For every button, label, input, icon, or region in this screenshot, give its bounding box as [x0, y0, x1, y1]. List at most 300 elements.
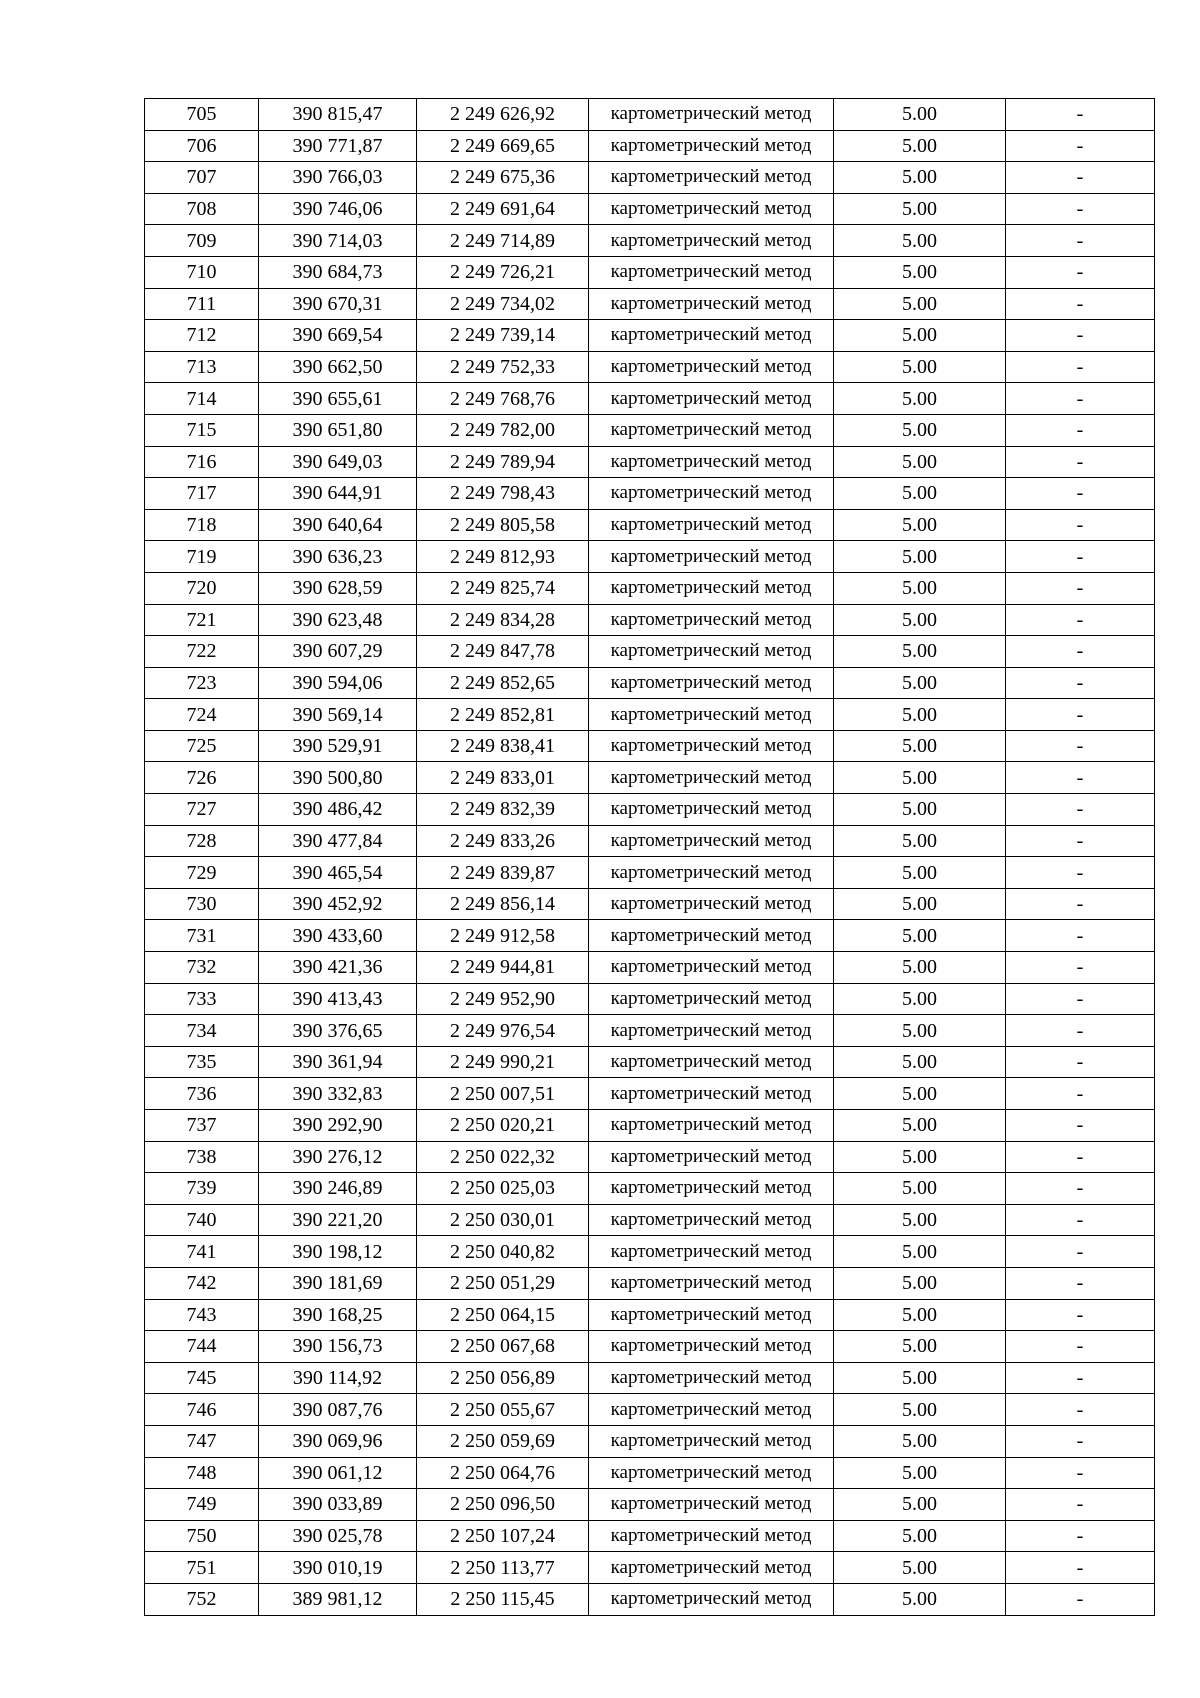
y-coordinate-cell: 2 250 022,32	[417, 1141, 589, 1173]
accuracy-cell: 5.00	[834, 794, 1006, 826]
table-row	[145, 572, 1155, 604]
x-coordinate-cell: 390 276,12	[259, 1141, 417, 1173]
x-coordinate-cell: 390 246,89	[259, 1173, 417, 1205]
point-number-cell: 745	[145, 1362, 259, 1394]
y-coordinate-cell: 2 250 055,67	[417, 1394, 589, 1426]
note-cell: -	[1006, 99, 1155, 131]
x-coordinate-cell: 390 033,89	[259, 1489, 417, 1521]
method-cell: картометрический метод	[589, 730, 834, 762]
x-coordinate-cell: 390 221,20	[259, 1204, 417, 1236]
point-number-cell: 711	[145, 288, 259, 320]
accuracy-cell: 5.00	[834, 162, 1006, 194]
method-cell: картометрический метод	[589, 1046, 834, 1078]
method-cell: картометрический метод	[589, 1394, 834, 1426]
note-cell: -	[1006, 1394, 1155, 1426]
method-cell: картометрический метод	[589, 1362, 834, 1394]
note-cell: -	[1006, 699, 1155, 731]
note-cell: -	[1006, 351, 1155, 383]
table-row	[145, 667, 1155, 699]
method-cell: картометрический метод	[589, 667, 834, 699]
method-cell: картометрический метод	[589, 888, 834, 920]
table-row	[145, 509, 1155, 541]
table-row	[145, 1078, 1155, 1110]
point-number-cell: 723	[145, 667, 259, 699]
point-number-cell: 706	[145, 130, 259, 162]
table-row	[145, 256, 1155, 288]
method-cell: картометрический метод	[589, 794, 834, 826]
accuracy-cell: 5.00	[834, 509, 1006, 541]
x-coordinate-cell: 390 644,91	[259, 478, 417, 510]
method-cell: картометрический метод	[589, 762, 834, 794]
y-coordinate-cell: 2 249 912,58	[417, 920, 589, 952]
table-row	[145, 1015, 1155, 1047]
method-cell: картометрический метод	[589, 99, 834, 131]
method-cell: картометрический метод	[589, 1457, 834, 1489]
point-number-cell: 737	[145, 1110, 259, 1142]
accuracy-cell: 5.00	[834, 193, 1006, 225]
accuracy-cell: 5.00	[834, 1331, 1006, 1363]
accuracy-cell: 5.00	[834, 383, 1006, 415]
note-cell: -	[1006, 604, 1155, 636]
accuracy-cell: 5.00	[834, 478, 1006, 510]
accuracy-cell: 5.00	[834, 699, 1006, 731]
accuracy-cell: 5.00	[834, 920, 1006, 952]
note-cell: -	[1006, 288, 1155, 320]
note-cell: -	[1006, 1267, 1155, 1299]
point-number-cell: 749	[145, 1489, 259, 1521]
table-row	[145, 1110, 1155, 1142]
accuracy-cell: 5.00	[834, 1520, 1006, 1552]
note-cell: -	[1006, 1457, 1155, 1489]
method-cell: картометрический метод	[589, 636, 834, 668]
point-number-cell: 724	[145, 699, 259, 731]
table-row	[145, 383, 1155, 415]
point-number-cell: 734	[145, 1015, 259, 1047]
point-number-cell: 736	[145, 1078, 259, 1110]
y-coordinate-cell: 2 250 025,03	[417, 1173, 589, 1205]
y-coordinate-cell: 2 249 852,81	[417, 699, 589, 731]
x-coordinate-cell: 390 198,12	[259, 1236, 417, 1268]
note-cell: -	[1006, 667, 1155, 699]
y-coordinate-cell: 2 249 805,58	[417, 509, 589, 541]
point-number-cell: 746	[145, 1394, 259, 1426]
note-cell: -	[1006, 383, 1155, 415]
point-number-cell: 751	[145, 1552, 259, 1584]
table-row	[145, 1362, 1155, 1394]
note-cell: -	[1006, 920, 1155, 952]
x-coordinate-cell: 390 069,96	[259, 1425, 417, 1457]
table-row	[145, 162, 1155, 194]
point-number-cell: 725	[145, 730, 259, 762]
point-number-cell: 739	[145, 1173, 259, 1205]
note-cell: -	[1006, 130, 1155, 162]
y-coordinate-cell: 2 250 067,68	[417, 1331, 589, 1363]
note-cell: -	[1006, 1583, 1155, 1615]
note-cell: -	[1006, 1331, 1155, 1363]
method-cell: картометрический метод	[589, 130, 834, 162]
accuracy-cell: 5.00	[834, 667, 1006, 699]
point-number-cell: 722	[145, 636, 259, 668]
point-number-cell: 726	[145, 762, 259, 794]
y-coordinate-cell: 2 249 789,94	[417, 446, 589, 478]
accuracy-cell: 5.00	[834, 1267, 1006, 1299]
x-coordinate-cell: 390 433,60	[259, 920, 417, 952]
y-coordinate-cell: 2 249 714,89	[417, 225, 589, 257]
accuracy-cell: 5.00	[834, 1425, 1006, 1457]
accuracy-cell: 5.00	[834, 320, 1006, 352]
x-coordinate-cell: 390 061,12	[259, 1457, 417, 1489]
accuracy-cell: 5.00	[834, 825, 1006, 857]
table-row	[145, 825, 1155, 857]
y-coordinate-cell: 2 250 064,76	[417, 1457, 589, 1489]
x-coordinate-cell: 390 413,43	[259, 983, 417, 1015]
table-row	[145, 699, 1155, 731]
coordinates-table	[144, 98, 1155, 1616]
y-coordinate-cell: 2 250 113,77	[417, 1552, 589, 1584]
x-coordinate-cell: 390 766,03	[259, 162, 417, 194]
point-number-cell: 729	[145, 857, 259, 889]
note-cell: -	[1006, 1015, 1155, 1047]
method-cell: картометрический метод	[589, 825, 834, 857]
y-coordinate-cell: 2 250 059,69	[417, 1425, 589, 1457]
accuracy-cell: 5.00	[834, 730, 1006, 762]
x-coordinate-cell: 390 746,06	[259, 193, 417, 225]
x-coordinate-cell: 390 662,50	[259, 351, 417, 383]
y-coordinate-cell: 2 249 626,92	[417, 99, 589, 131]
method-cell: картометрический метод	[589, 414, 834, 446]
x-coordinate-cell: 390 477,84	[259, 825, 417, 857]
y-coordinate-cell: 2 250 107,24	[417, 1520, 589, 1552]
y-coordinate-cell: 2 249 944,81	[417, 952, 589, 984]
accuracy-cell: 5.00	[834, 1457, 1006, 1489]
point-number-cell: 747	[145, 1425, 259, 1457]
note-cell: -	[1006, 1299, 1155, 1331]
table-row	[145, 1583, 1155, 1615]
table-row	[145, 1299, 1155, 1331]
method-cell: картометрический метод	[589, 952, 834, 984]
y-coordinate-cell: 2 249 782,00	[417, 414, 589, 446]
method-cell: картометрический метод	[589, 699, 834, 731]
y-coordinate-cell: 2 249 752,33	[417, 351, 589, 383]
y-coordinate-cell: 2 250 064,15	[417, 1299, 589, 1331]
x-coordinate-cell: 390 452,92	[259, 888, 417, 920]
x-coordinate-cell: 389 981,12	[259, 1583, 417, 1615]
table-row	[145, 1141, 1155, 1173]
note-cell: -	[1006, 1489, 1155, 1521]
accuracy-cell: 5.00	[834, 636, 1006, 668]
note-cell: -	[1006, 541, 1155, 573]
note-cell: -	[1006, 1141, 1155, 1173]
accuracy-cell: 5.00	[834, 351, 1006, 383]
table-row	[145, 478, 1155, 510]
method-cell: картометрический метод	[589, 509, 834, 541]
x-coordinate-cell: 390 025,78	[259, 1520, 417, 1552]
table-row	[145, 446, 1155, 478]
table-row	[145, 99, 1155, 131]
note-cell: -	[1006, 983, 1155, 1015]
x-coordinate-cell: 390 669,54	[259, 320, 417, 352]
table-row	[145, 320, 1155, 352]
point-number-cell: 721	[145, 604, 259, 636]
point-number-cell: 712	[145, 320, 259, 352]
method-cell: картометрический метод	[589, 572, 834, 604]
note-cell: -	[1006, 193, 1155, 225]
point-number-cell: 718	[145, 509, 259, 541]
x-coordinate-cell: 390 651,80	[259, 414, 417, 446]
x-coordinate-cell: 390 421,36	[259, 952, 417, 984]
method-cell: картометрический метод	[589, 1173, 834, 1205]
point-number-cell: 742	[145, 1267, 259, 1299]
accuracy-cell: 5.00	[834, 99, 1006, 131]
y-coordinate-cell: 2 249 812,93	[417, 541, 589, 573]
y-coordinate-cell: 2 249 838,41	[417, 730, 589, 762]
y-coordinate-cell: 2 250 030,01	[417, 1204, 589, 1236]
point-number-cell: 750	[145, 1520, 259, 1552]
y-coordinate-cell: 2 249 825,74	[417, 572, 589, 604]
table-row	[145, 288, 1155, 320]
point-number-cell: 741	[145, 1236, 259, 1268]
accuracy-cell: 5.00	[834, 256, 1006, 288]
accuracy-cell: 5.00	[834, 1583, 1006, 1615]
point-number-cell: 720	[145, 572, 259, 604]
y-coordinate-cell: 2 249 847,78	[417, 636, 589, 668]
point-number-cell: 707	[145, 162, 259, 194]
y-coordinate-cell: 2 250 115,45	[417, 1583, 589, 1615]
table-row	[145, 888, 1155, 920]
method-cell: картометрический метод	[589, 320, 834, 352]
method-cell: картометрический метод	[589, 1078, 834, 1110]
method-cell: картометрический метод	[589, 1141, 834, 1173]
accuracy-cell: 5.00	[834, 1489, 1006, 1521]
method-cell: картометрический метод	[589, 225, 834, 257]
y-coordinate-cell: 2 249 833,26	[417, 825, 589, 857]
x-coordinate-cell: 390 714,03	[259, 225, 417, 257]
method-cell: картометрический метод	[589, 1267, 834, 1299]
x-coordinate-cell: 390 486,42	[259, 794, 417, 826]
note-cell: -	[1006, 256, 1155, 288]
accuracy-cell: 5.00	[834, 604, 1006, 636]
note-cell: -	[1006, 572, 1155, 604]
x-coordinate-cell: 390 655,61	[259, 383, 417, 415]
table-row	[145, 130, 1155, 162]
table-row	[145, 414, 1155, 446]
x-coordinate-cell: 390 292,90	[259, 1110, 417, 1142]
point-number-cell: 743	[145, 1299, 259, 1331]
y-coordinate-cell: 2 249 976,54	[417, 1015, 589, 1047]
point-number-cell: 732	[145, 952, 259, 984]
note-cell: -	[1006, 794, 1155, 826]
x-coordinate-cell: 390 607,29	[259, 636, 417, 668]
y-coordinate-cell: 2 249 852,65	[417, 667, 589, 699]
y-coordinate-cell: 2 249 833,01	[417, 762, 589, 794]
method-cell: картометрический метод	[589, 983, 834, 1015]
y-coordinate-cell: 2 249 768,76	[417, 383, 589, 415]
accuracy-cell: 5.00	[834, 1141, 1006, 1173]
y-coordinate-cell: 2 250 096,50	[417, 1489, 589, 1521]
method-cell: картометрический метод	[589, 1583, 834, 1615]
y-coordinate-cell: 2 249 834,28	[417, 604, 589, 636]
method-cell: картометрический метод	[589, 1520, 834, 1552]
accuracy-cell: 5.00	[834, 1204, 1006, 1236]
note-cell: -	[1006, 1236, 1155, 1268]
point-number-cell: 733	[145, 983, 259, 1015]
x-coordinate-cell: 390 569,14	[259, 699, 417, 731]
point-number-cell: 710	[145, 256, 259, 288]
accuracy-cell: 5.00	[834, 762, 1006, 794]
method-cell: картометрический метод	[589, 920, 834, 952]
accuracy-cell: 5.00	[834, 1015, 1006, 1047]
accuracy-cell: 5.00	[834, 225, 1006, 257]
x-coordinate-cell: 390 465,54	[259, 857, 417, 889]
x-coordinate-cell: 390 771,87	[259, 130, 417, 162]
x-coordinate-cell: 390 114,92	[259, 1362, 417, 1394]
method-cell: картометрический метод	[589, 604, 834, 636]
method-cell: картометрический метод	[589, 162, 834, 194]
y-coordinate-cell: 2 250 056,89	[417, 1362, 589, 1394]
table-row	[145, 983, 1155, 1015]
point-number-cell: 705	[145, 99, 259, 131]
table-row	[145, 730, 1155, 762]
accuracy-cell: 5.00	[834, 1552, 1006, 1584]
coordinates-table-body	[145, 99, 1155, 1616]
note-cell: -	[1006, 762, 1155, 794]
x-coordinate-cell: 390 087,76	[259, 1394, 417, 1426]
x-coordinate-cell: 390 649,03	[259, 446, 417, 478]
method-cell: картометрический метод	[589, 1299, 834, 1331]
point-number-cell: 719	[145, 541, 259, 573]
x-coordinate-cell: 390 361,94	[259, 1046, 417, 1078]
note-cell: -	[1006, 446, 1155, 478]
x-coordinate-cell: 390 376,65	[259, 1015, 417, 1047]
y-coordinate-cell: 2 249 856,14	[417, 888, 589, 920]
method-cell: картометрический метод	[589, 1331, 834, 1363]
accuracy-cell: 5.00	[834, 1046, 1006, 1078]
table-row	[145, 857, 1155, 889]
table-row	[145, 920, 1155, 952]
accuracy-cell: 5.00	[834, 446, 1006, 478]
method-cell: картометрический метод	[589, 1552, 834, 1584]
method-cell: картометрический метод	[589, 1015, 834, 1047]
note-cell: -	[1006, 1362, 1155, 1394]
method-cell: картометрический метод	[589, 1425, 834, 1457]
table-row	[145, 1520, 1155, 1552]
method-cell: картометрический метод	[589, 541, 834, 573]
accuracy-cell: 5.00	[834, 288, 1006, 320]
method-cell: картометрический метод	[589, 1204, 834, 1236]
table-row	[145, 1489, 1155, 1521]
note-cell: -	[1006, 1046, 1155, 1078]
table-row	[145, 636, 1155, 668]
table-row	[145, 1552, 1155, 1584]
y-coordinate-cell: 2 250 051,29	[417, 1267, 589, 1299]
accuracy-cell: 5.00	[834, 541, 1006, 573]
accuracy-cell: 5.00	[834, 983, 1006, 1015]
method-cell: картометрический метод	[589, 446, 834, 478]
method-cell: картометрический метод	[589, 1110, 834, 1142]
accuracy-cell: 5.00	[834, 1394, 1006, 1426]
x-coordinate-cell: 390 670,31	[259, 288, 417, 320]
note-cell: -	[1006, 162, 1155, 194]
x-coordinate-cell: 390 181,69	[259, 1267, 417, 1299]
note-cell: -	[1006, 225, 1155, 257]
method-cell: картометрический метод	[589, 1236, 834, 1268]
method-cell: картометрический метод	[589, 1489, 834, 1521]
y-coordinate-cell: 2 249 839,87	[417, 857, 589, 889]
table-row	[145, 952, 1155, 984]
y-coordinate-cell: 2 249 798,43	[417, 478, 589, 510]
method-cell: картометрический метод	[589, 478, 834, 510]
table-row	[145, 1046, 1155, 1078]
accuracy-cell: 5.00	[834, 1362, 1006, 1394]
method-cell: картометрический метод	[589, 383, 834, 415]
note-cell: -	[1006, 636, 1155, 668]
table-row	[145, 1457, 1155, 1489]
note-cell: -	[1006, 952, 1155, 984]
y-coordinate-cell: 2 249 669,65	[417, 130, 589, 162]
accuracy-cell: 5.00	[834, 952, 1006, 984]
x-coordinate-cell: 390 332,83	[259, 1078, 417, 1110]
note-cell: -	[1006, 414, 1155, 446]
x-coordinate-cell: 390 156,73	[259, 1331, 417, 1363]
table-row	[145, 1204, 1155, 1236]
table-row	[145, 1394, 1155, 1426]
x-coordinate-cell: 390 010,19	[259, 1552, 417, 1584]
point-number-cell: 744	[145, 1331, 259, 1363]
point-number-cell: 740	[145, 1204, 259, 1236]
point-number-cell: 714	[145, 383, 259, 415]
note-cell: -	[1006, 1204, 1155, 1236]
y-coordinate-cell: 2 249 726,21	[417, 256, 589, 288]
accuracy-cell: 5.00	[834, 414, 1006, 446]
method-cell: картометрический метод	[589, 351, 834, 383]
x-coordinate-cell: 390 684,73	[259, 256, 417, 288]
table-row	[145, 541, 1155, 573]
y-coordinate-cell: 2 250 040,82	[417, 1236, 589, 1268]
x-coordinate-cell: 390 500,80	[259, 762, 417, 794]
point-number-cell: 748	[145, 1457, 259, 1489]
note-cell: -	[1006, 1110, 1155, 1142]
point-number-cell: 731	[145, 920, 259, 952]
point-number-cell: 730	[145, 888, 259, 920]
x-coordinate-cell: 390 640,64	[259, 509, 417, 541]
x-coordinate-cell: 390 628,59	[259, 572, 417, 604]
x-coordinate-cell: 390 636,23	[259, 541, 417, 573]
table-row	[145, 1425, 1155, 1457]
note-cell: -	[1006, 1552, 1155, 1584]
x-coordinate-cell: 390 168,25	[259, 1299, 417, 1331]
point-number-cell: 738	[145, 1141, 259, 1173]
x-coordinate-cell: 390 815,47	[259, 99, 417, 131]
point-number-cell: 715	[145, 414, 259, 446]
point-number-cell: 709	[145, 225, 259, 257]
y-coordinate-cell: 2 249 734,02	[417, 288, 589, 320]
accuracy-cell: 5.00	[834, 1236, 1006, 1268]
accuracy-cell: 5.00	[834, 130, 1006, 162]
note-cell: -	[1006, 1173, 1155, 1205]
note-cell: -	[1006, 825, 1155, 857]
y-coordinate-cell: 2 249 739,14	[417, 320, 589, 352]
y-coordinate-cell: 2 249 990,21	[417, 1046, 589, 1078]
point-number-cell: 752	[145, 1583, 259, 1615]
method-cell: картометрический метод	[589, 256, 834, 288]
accuracy-cell: 5.00	[834, 1110, 1006, 1142]
accuracy-cell: 5.00	[834, 1078, 1006, 1110]
point-number-cell: 716	[145, 446, 259, 478]
point-number-cell: 735	[145, 1046, 259, 1078]
y-coordinate-cell: 2 249 691,64	[417, 193, 589, 225]
table-row	[145, 1267, 1155, 1299]
accuracy-cell: 5.00	[834, 888, 1006, 920]
